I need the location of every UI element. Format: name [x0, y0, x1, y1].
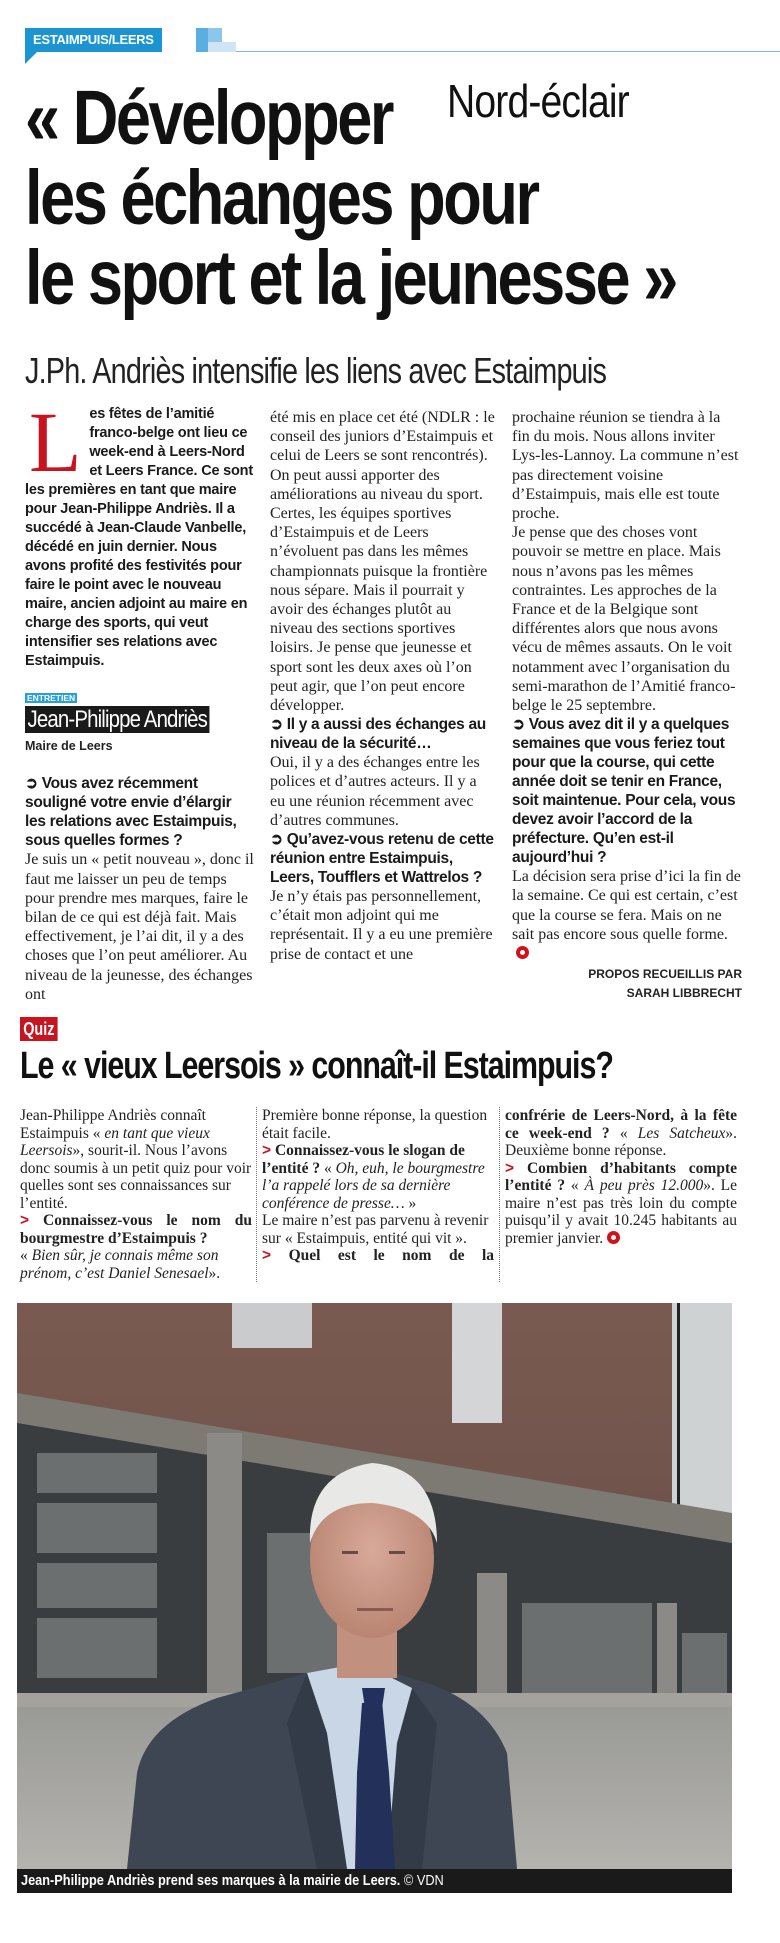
- quiz-remark-1: Première bonne réponse, la question était facile.: [262, 1107, 488, 1142]
- end-mark-icon: [607, 1231, 620, 1244]
- quiz-question-2-text: Connaissez-vous le slogan de l’entité ?: [262, 1142, 465, 1177]
- lede-paragraph: [25, 394, 255, 671]
- quiz-question-4-text: Combien d’habitants compte l’entité ?: [505, 1159, 738, 1194]
- end-mark-icon: [516, 946, 529, 959]
- quiz-answer-2-open: «: [320, 1159, 336, 1177]
- arrow-icon: ➲: [25, 775, 38, 793]
- question-1: [25, 774, 255, 850]
- question-4: [512, 715, 742, 867]
- quiz-answer-3-open: «: [609, 1124, 638, 1142]
- quiz-remark-2: Le maire n’est pas parvenu à revenir sur « Estaimpuis, entité qui vit ».: [262, 1212, 489, 1247]
- quiz-answer-4-close: ». Le maire n’est pas très loin du compte puisqu’il y avait 10.245 habitants au premier janvier.: [505, 1177, 738, 1247]
- quiz-answer-4-open: «: [565, 1177, 585, 1194]
- headline-line-2: les échanges pour: [25, 155, 538, 241]
- section-rubric: ESTAIMPUIS/LEERS: [25, 28, 162, 52]
- byline-author: SARAH LIBBRECHT: [626, 986, 742, 1001]
- quiz-question-3-text-a: Quel est le nom de la: [288, 1247, 494, 1264]
- column-divider: [256, 1107, 257, 1282]
- quiz-question-1: [20, 1212, 252, 1247]
- question-3: [270, 830, 495, 887]
- question-4-text: Vous avez dit il y a quelques semaines que vous feriez tout pour que la course, qui cette année doit se tenir en France, soit maintenue. Pour cela, vous devez avoir l’accord de la préfecture. Qu’en est-il aujourd’hui ?: [512, 716, 736, 867]
- portrait-illustration: [17, 1303, 732, 1869]
- marker-icon: >: [505, 1159, 515, 1177]
- quiz-column-3: [505, 1107, 737, 1247]
- rubric-rule: [236, 51, 780, 52]
- answer-4: [512, 867, 742, 963]
- article-column-2: [270, 408, 495, 964]
- drop-cap: L: [29, 394, 82, 490]
- quiz-column-2: [262, 1107, 494, 1265]
- question-3-text: Qu’avez-vous retenu de cette réunion entre Estaimpuis, Leers, Toufflers et Wattrelos ?: [270, 831, 494, 887]
- answer-2: Oui, il y a des échanges entre les polices et d’autres acteurs. Il y a eu une réunion récemment avec d’autres communes.: [270, 754, 480, 829]
- marker-icon: >: [262, 1142, 272, 1159]
- headline-line-3: le sport et la jeunesse »: [25, 235, 676, 321]
- interview-tag: ENTRETIEN: [27, 693, 76, 703]
- quiz-answer-2-close: »: [404, 1194, 417, 1212]
- interviewee-role: Maire de Leers: [25, 739, 113, 754]
- quiz-question-3-part-1: [262, 1247, 494, 1265]
- question-1-text: Vous avez récemment souligné votre envie d’élargir les relations avec Estaimpuis, sous quelles formes ?: [25, 775, 237, 850]
- answer-4-text: La décision sera prise d’ici la fin de la semaine. Ce qui est certain, c’est que la course se fera. Mais on ne sait pas encore sous quelle forme.: [512, 868, 741, 943]
- quiz-answer-3-quote: Les Satcheux: [637, 1124, 726, 1142]
- arrow-icon: ➲: [270, 716, 283, 734]
- arrow-icon: ➲: [512, 716, 525, 734]
- rubric-square-decoration: [208, 42, 236, 52]
- rubric-tail-decoration: [25, 52, 37, 64]
- newspaper-masthead: Nord-éclair: [447, 75, 629, 127]
- subheadline: J.Ph. Andriès intensifie les liens avec Estaimpuis: [25, 350, 607, 391]
- quiz-answer-1-close: ».: [208, 1264, 221, 1282]
- answer-3-part-1: Je n’y étais pas personnellement, c’était mon adjoint qui me représentait. Il y a eu une première prise de contact et une: [270, 888, 493, 963]
- quiz-answer-4-quote: À peu près 12.000: [584, 1177, 704, 1194]
- rubric-square-decoration: [196, 28, 208, 52]
- photo-caption: [17, 1869, 732, 1893]
- quiz-intro-a: Jean-Philippe Andriès connaît Estaimpuis «: [20, 1107, 206, 1142]
- byline: [512, 965, 742, 1003]
- answer-1-part-1: Je suis un « petit nouveau », donc il faut me laisser un peu de temps pour prendre mes marques, faire le bilan de ce qui est déjà fait. Mais effectivement, je l’ai dit, il y a des choses que l’on peut améliorer. Au niveau de la jeunesse, des échanges ont: [25, 851, 254, 1003]
- quiz-answer-3-close: ». Deuxième bonne réponse.: [505, 1124, 737, 1159]
- headline-line-1: « Développer: [25, 75, 393, 161]
- marker-icon: >: [262, 1247, 272, 1264]
- column-divider: [499, 1107, 500, 1282]
- answer-3-part-3: Je pense que des choses vont pouvoir se mettre en place. Mais nous n’avons pas les mêmes contraintes. Les approches de la France et de la Belgique sont différentes alors que nous avons vécu de mêmes assauts. On le voit notamment avec l’organisation du semi-marathon de l’Amitié franco-belge le 25 septembre.: [512, 524, 736, 715]
- quiz-question-1-text: Connaissez-vous le nom du bourgmestre d’Estaimpuis ?: [20, 1212, 253, 1247]
- quiz-column-1: [20, 1107, 252, 1282]
- rubric-square-decoration: [208, 28, 222, 42]
- quiz-intro: [20, 1107, 252, 1212]
- arrow-icon: ➲: [270, 831, 283, 849]
- lede-text: es fêtes de l’amitié franco-belge ont lieu ce week-end à Leers-Nord et Leers France. Ce sont les premières en tant que maire pour Jean-Philippe Andriès. Il a succédé à Jean-Claude Vanbelle, décédé en juin dernier. Nous avons profité des festivités pour faire le point avec le nouveau maire, ancien adjoint au maire en charge des sports, qui veut intensifier ses relations avec Estaimpuis.: [25, 406, 253, 669]
- quiz-answer-1-quote: Bien sûr, je connais même son prénom, c’est Daniel Senesael: [20, 1247, 219, 1282]
- quiz-intro-b: », sourit-il. Nous l’avons donc soumis à un petit quiz pour voir quelles sont ses connaissances sur l’entité.: [20, 1142, 252, 1212]
- article-column-1: [25, 394, 255, 1004]
- question-2-text: Il y a aussi des échanges au niveau de la sécurité…: [270, 716, 486, 753]
- article-column-3: [512, 408, 742, 1003]
- quiz-question-2: [262, 1142, 494, 1212]
- quiz-answer-1-open: «: [20, 1247, 32, 1264]
- quiz-question-4: [505, 1160, 737, 1248]
- marker-icon: >: [20, 1212, 30, 1229]
- byline-line-1: PROPOS RECUEILLIS PAR: [588, 967, 742, 982]
- quiz-intro-quote: en tant que vieux Leersois: [20, 1124, 210, 1159]
- interviewee-name: Jean-Philippe Andriès: [25, 706, 210, 733]
- quiz-title: Le « vieux Leersois » connaît-il Estaimpuis?: [20, 1045, 613, 1087]
- answer-1-part-2: été mis en place cet été (NDLR : le conseil des juniors d’Estaimpuis et celui de Leers se sont rencontrés). On peut aussi apporter des améliorations au niveau du sport. Certes, les équipes sportives d’Estaimpuis et de Leers n’évoluent pas dans les mêmes championnats puisque la frontière nous sépare. Mais il pourrait y avoir des échanges plutôt au niveau des sections sportives loisirs. Je pense que jeunesse et sport sont les deux axes où l’on peut agir, que l’on peut encore développer.: [270, 409, 495, 715]
- quiz-question-3-text-b: confrérie de Leers-Nord, à la fête ce week-end ?: [505, 1107, 737, 1142]
- caption-text: Jean-Philippe Andriès prend ses marques à la mairie de Leers.: [21, 1872, 401, 1889]
- quiz-answer-2-quote: Oh, euh, le bourgmestre l’a rappelé lors de sa dernière conférence de presse…: [262, 1159, 485, 1212]
- quiz-answer-1: [20, 1247, 252, 1282]
- portrait-photo: [17, 1303, 732, 1869]
- photo-copyright: © VDN: [403, 1872, 444, 1889]
- quiz-tag: Quiz: [20, 1017, 58, 1041]
- question-2: [270, 715, 495, 753]
- answer-3-part-2: prochaine réunion se tiendra à la fin du mois. Nous allons inviter Lys-les-Lannoy. La commune n’est pas directement voisine d’Estaimpuis, mais elle est toute proche.: [512, 409, 739, 523]
- quiz-question-3-part-2: [505, 1107, 737, 1160]
